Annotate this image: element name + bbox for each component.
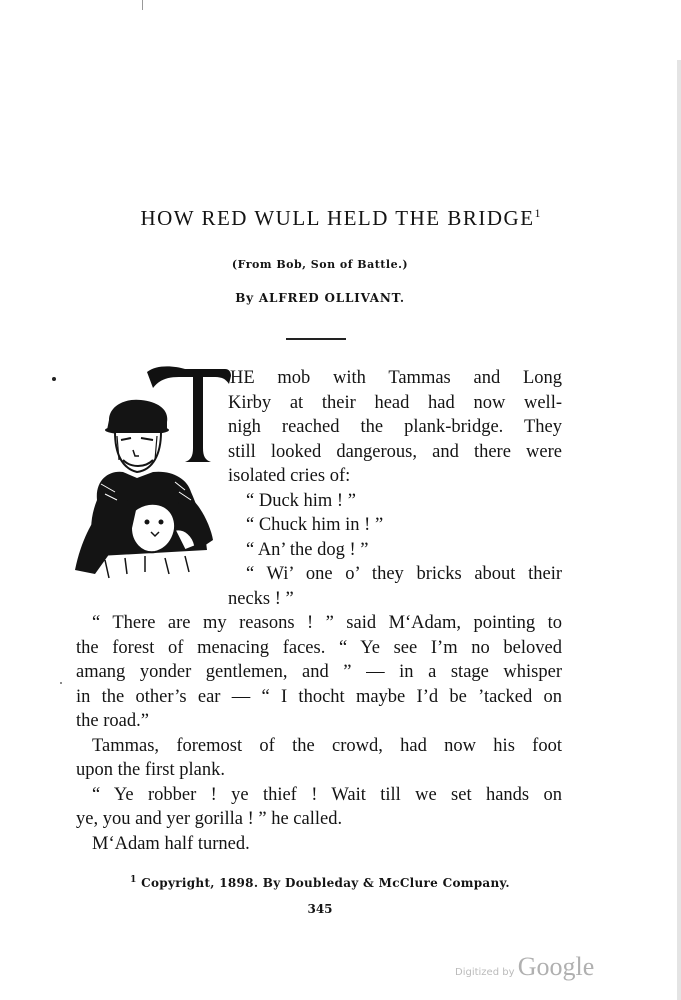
scan-edge	[677, 60, 681, 1000]
title-text: HOW RED WULL HELD THE BRIDGE	[140, 206, 535, 230]
quoted-cry: “ Wi’ one o’ they bricks about their	[246, 564, 562, 584]
page-title	[0, 206, 681, 231]
paragraph	[76, 734, 562, 783]
footnote	[0, 875, 640, 890]
text-line: “ Ye robber ! ye thief ! Wait till we set hands on	[92, 784, 562, 805]
text-line: M‘Adam half turned.	[92, 833, 250, 854]
scan-speck	[60, 682, 62, 684]
text-line: still looked dangerous, and there were	[228, 441, 562, 462]
title-footnote-mark: 1	[534, 206, 541, 220]
paragraph	[76, 611, 562, 734]
text-line: ye, you and yer gorilla ! ” he called.	[76, 809, 343, 829]
text-line: “ There are my reasons ! ” said M‘Adam, pointing to	[92, 613, 562, 633]
digitized-watermark	[455, 952, 594, 982]
source-line: (From Bob, Son of Battle.)	[231, 258, 409, 271]
quoted-cry: “ Duck him ! ”	[246, 490, 356, 511]
text-line: necks ! ”	[228, 588, 294, 609]
footnote-mark: 1	[130, 875, 137, 885]
paragraph	[76, 832, 562, 857]
opening-paragraph	[76, 366, 562, 611]
body-text	[76, 611, 562, 856]
scan-speck	[52, 377, 56, 381]
footnote-text: Copyright, 1898. By Doubleday & McClure Company.	[141, 876, 510, 890]
text-line: nigh reached the plank-bridge. They	[228, 417, 562, 437]
section-divider	[286, 338, 346, 340]
text-line: isolated cries of:	[228, 466, 351, 486]
text-line: the forest of menacing faces. “ Ye see I’m no beloved	[76, 637, 562, 658]
text-line: HE mob with Tammas and Long	[230, 368, 562, 388]
watermark-prefix: Digitized by	[455, 967, 515, 978]
quoted-cry: “ Chuck him in ! ”	[246, 515, 384, 535]
text-line: Kirby at their head had now well-	[228, 392, 562, 413]
text-line: upon the first plank.	[76, 760, 226, 780]
watermark-brand: Google	[517, 952, 595, 981]
author-line: By ALFRED OLLIVANT.	[235, 291, 405, 305]
paragraph	[76, 783, 562, 832]
text-line: the road.”	[76, 711, 149, 731]
text-line: amang yonder gentlemen, and ” — in a stage whisper	[76, 662, 562, 682]
page-number: 345	[307, 902, 333, 916]
text-line: Tammas, foremost of the crowd, had now his foot	[92, 735, 562, 756]
quoted-cry: “ An’ the dog ! ”	[246, 539, 369, 560]
text-line: in the other’s ear — “ I thocht maybe I’d be ’tacked on	[76, 686, 562, 707]
scan-mark	[142, 0, 143, 10]
